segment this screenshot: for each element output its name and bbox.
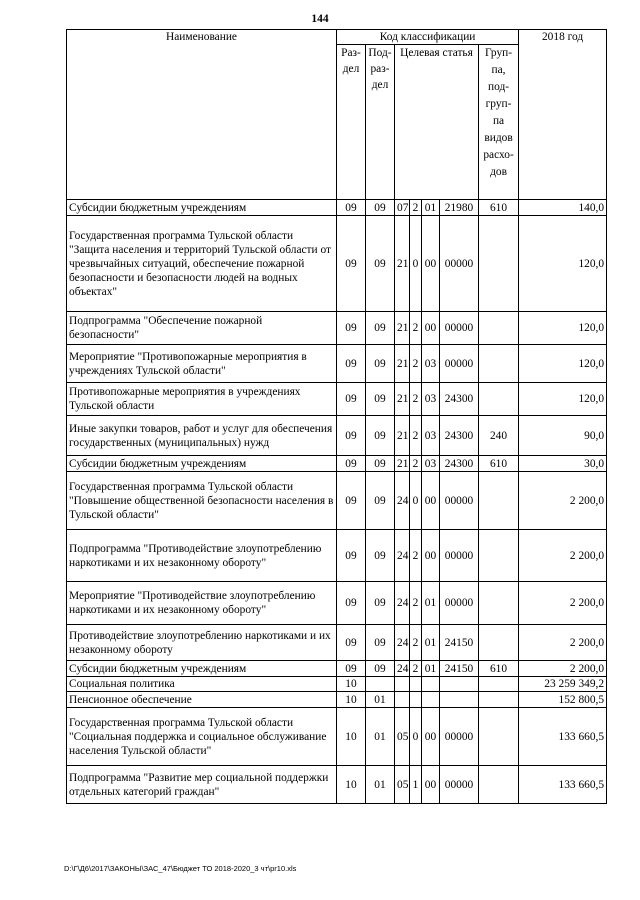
row-target-direction: 00000 (440, 708, 479, 766)
row-razdel: 10 (337, 692, 366, 708)
row-target-subprogram: 2 (410, 345, 422, 383)
row-amount: 2 200,0 (519, 472, 607, 530)
row-razdel: 09 (337, 530, 366, 582)
table-row (67, 766, 607, 804)
row-expense-group (479, 530, 519, 582)
row-target-direction: 24300 (440, 383, 479, 416)
row-name: Государственная программа Тульской области "Повышение общественной безопасности населения в Тульской области" (67, 472, 337, 530)
row-target-event: 03 (422, 383, 440, 416)
row-amount: 90,0 (519, 416, 607, 456)
row-target-program: 21 (395, 345, 410, 383)
row-target-subprogram: 2 (410, 661, 422, 677)
row-razdel: 09 (337, 312, 366, 345)
row-name: Подпрограмма "Обеспечение пожарной безопасности" (67, 312, 337, 345)
row-target-subprogram: 0 (410, 472, 422, 530)
table-row (67, 383, 607, 416)
row-expense-group: 610 (479, 661, 519, 677)
row-podrazdel: 09 (366, 582, 395, 625)
row-razdel: 09 (337, 383, 366, 416)
row-razdel: 09 (337, 456, 366, 472)
row-target-event: 01 (422, 661, 440, 677)
row-razdel: 09 (337, 661, 366, 677)
row-expense-group (479, 625, 519, 661)
row-target-subprogram: 1 (410, 766, 422, 804)
row-target-event (422, 692, 440, 708)
row-expense-group (479, 312, 519, 345)
row-expense-group (479, 472, 519, 530)
row-target-direction: 24300 (440, 456, 479, 472)
row-target-event: 00 (422, 216, 440, 312)
row-expense-group (479, 216, 519, 312)
header-target: Целевая статья (395, 45, 479, 200)
table-row (67, 456, 607, 472)
file-path-footer: D:\Г\Д6\2017\ЗАКОНЫ\ЗАС_47\Бюджет ТО 2018-2020_3 чт\pr10.xls (64, 864, 297, 873)
row-podrazdel: 01 (366, 766, 395, 804)
row-name: Противодействие злоупотреблению наркотиками и их незаконному обороту (67, 625, 337, 661)
row-razdel: 10 (337, 766, 366, 804)
row-target-program: 21 (395, 312, 410, 345)
row-target-program: 05 (395, 766, 410, 804)
row-expense-group (479, 345, 519, 383)
row-name: Иные закупки товаров, работ и услуг для обеспечения государственных (муниципальных) нужд (67, 416, 337, 456)
row-amount: 2 200,0 (519, 625, 607, 661)
row-podrazdel: 09 (366, 345, 395, 383)
row-podrazdel: 09 (366, 383, 395, 416)
row-razdel: 09 (337, 345, 366, 383)
row-target-subprogram: 2 (410, 416, 422, 456)
row-target-direction: 00000 (440, 216, 479, 312)
row-target-program: 21 (395, 456, 410, 472)
header-year: 2018 год (519, 30, 607, 200)
table-row (67, 661, 607, 677)
row-amount: 2 200,0 (519, 530, 607, 582)
row-target-direction (440, 677, 479, 692)
row-podrazdel: 09 (366, 472, 395, 530)
page-number: 144 (311, 13, 329, 25)
row-target-direction: 24150 (440, 661, 479, 677)
row-target-program: 07 (395, 200, 410, 216)
row-amount: 23 259 349,2 (519, 677, 607, 692)
row-razdel: 09 (337, 200, 366, 216)
row-razdel: 10 (337, 708, 366, 766)
row-name: Подпрограмма "Развитие мер социальной поддержки отдельных категорий граждан" (67, 766, 337, 804)
row-target-event (422, 677, 440, 692)
row-target-direction: 00000 (440, 530, 479, 582)
row-name: Противопожарные мероприятия в учреждениях Тульской области (67, 383, 337, 416)
row-expense-group: 240 (479, 416, 519, 456)
row-podrazdel: 09 (366, 530, 395, 582)
row-target-event: 01 (422, 625, 440, 661)
row-target-program: 24 (395, 625, 410, 661)
row-expense-group (479, 708, 519, 766)
row-target-program: 24 (395, 582, 410, 625)
header-group: Груп- па, под- груп- па видов расхо- дов (479, 45, 519, 200)
row-target-program: 21 (395, 383, 410, 416)
header-code: Код классификации (337, 30, 519, 45)
row-target-event: 03 (422, 456, 440, 472)
row-target-subprogram: 2 (410, 200, 422, 216)
row-target-event: 00 (422, 530, 440, 582)
row-target-program: 21 (395, 416, 410, 456)
row-name: Субсидии бюджетным учреждениям (67, 200, 337, 216)
row-name: Государственная программа Тульской области "Социальная поддержка и социальное обслуживание населения Тульской области" (67, 708, 337, 766)
row-name: Субсидии бюджетным учреждениям (67, 456, 337, 472)
row-target-subprogram: 2 (410, 582, 422, 625)
row-target-direction (440, 692, 479, 708)
row-amount: 120,0 (519, 383, 607, 416)
header-razdel: Раз- дел (337, 45, 366, 200)
row-target-program (395, 692, 410, 708)
table-row (67, 216, 607, 312)
row-name: Субсидии бюджетным учреждениям (67, 661, 337, 677)
row-razdel: 10 (337, 677, 366, 692)
row-target-event: 03 (422, 345, 440, 383)
row-name: Мероприятие "Противодействие злоупотреблению наркотиками и их незаконному обороту" (67, 582, 337, 625)
row-target-subprogram (410, 692, 422, 708)
row-target-subprogram: 2 (410, 625, 422, 661)
row-target-direction: 24300 (440, 416, 479, 456)
row-target-program: 24 (395, 472, 410, 530)
row-target-subprogram: 2 (410, 456, 422, 472)
row-amount: 120,0 (519, 312, 607, 345)
row-target-event: 01 (422, 200, 440, 216)
row-amount: 30,0 (519, 456, 607, 472)
row-podrazdel: 09 (366, 625, 395, 661)
row-target-event: 00 (422, 312, 440, 345)
row-target-subprogram: 0 (410, 708, 422, 766)
row-podrazdel: 09 (366, 216, 395, 312)
row-target-direction: 00000 (440, 345, 479, 383)
header-name: Наименование (67, 30, 337, 200)
row-amount: 120,0 (519, 345, 607, 383)
table-row (67, 692, 607, 708)
row-podrazdel: 01 (366, 708, 395, 766)
row-expense-group: 610 (479, 200, 519, 216)
row-podrazdel: 09 (366, 200, 395, 216)
table-row (67, 708, 607, 766)
row-expense-group (479, 582, 519, 625)
row-expense-group (479, 692, 519, 708)
row-expense-group (479, 677, 519, 692)
row-target-direction: 00000 (440, 582, 479, 625)
row-razdel: 09 (337, 416, 366, 456)
row-razdel: 09 (337, 472, 366, 530)
row-amount: 2 200,0 (519, 582, 607, 625)
row-target-program: 24 (395, 530, 410, 582)
row-name: Социальная политика (67, 677, 337, 692)
row-target-event: 03 (422, 416, 440, 456)
row-razdel: 09 (337, 625, 366, 661)
row-name: Подпрограмма "Противодействие злоупотреблению наркотиками и их незаконному обороту" (67, 530, 337, 582)
row-podrazdel: 01 (366, 692, 395, 708)
header-podrazdel: Под- раз- дел (366, 45, 395, 200)
row-target-program: 21 (395, 216, 410, 312)
row-podrazdel: 09 (366, 416, 395, 456)
row-name: Государственная программа Тульской области "Защита населения и территорий Тульской области от чрезвычайных ситуаций, обеспечение пожарной безопасности и безопасности людей на водных объектах" (67, 216, 337, 312)
row-razdel: 09 (337, 582, 366, 625)
row-amount: 152 800,5 (519, 692, 607, 708)
row-target-direction: 24150 (440, 625, 479, 661)
row-target-program: 05 (395, 708, 410, 766)
row-target-event: 00 (422, 472, 440, 530)
table-row (67, 582, 607, 625)
row-amount: 133 660,5 (519, 766, 607, 804)
row-podrazdel (366, 677, 395, 692)
table-row (67, 472, 607, 530)
row-razdel: 09 (337, 216, 366, 312)
table-row (67, 416, 607, 456)
table-row (67, 625, 607, 661)
table-row (67, 312, 607, 345)
row-target-subprogram: 2 (410, 383, 422, 416)
table-row (67, 530, 607, 582)
row-target-program (395, 677, 410, 692)
row-target-subprogram (410, 677, 422, 692)
row-name: Пенсионное обеспечение (67, 692, 337, 708)
row-target-subprogram: 0 (410, 216, 422, 312)
row-name: Мероприятие "Противопожарные мероприятия в учреждениях Тульской области" (67, 345, 337, 383)
table-row (67, 677, 607, 692)
row-target-direction: 00000 (440, 472, 479, 530)
row-target-subprogram: 2 (410, 530, 422, 582)
row-amount: 133 660,5 (519, 708, 607, 766)
row-expense-group: 610 (479, 456, 519, 472)
row-podrazdel: 09 (366, 456, 395, 472)
row-amount: 2 200,0 (519, 661, 607, 677)
row-target-direction: 00000 (440, 766, 479, 804)
row-amount: 140,0 (519, 200, 607, 216)
row-expense-group (479, 383, 519, 416)
table-row (67, 345, 607, 383)
row-target-direction: 21980 (440, 200, 479, 216)
budget-table (66, 29, 607, 804)
table-row (67, 200, 607, 216)
row-expense-group (479, 766, 519, 804)
row-target-program: 24 (395, 661, 410, 677)
row-amount: 120,0 (519, 216, 607, 312)
row-target-subprogram: 2 (410, 312, 422, 345)
row-target-event: 01 (422, 582, 440, 625)
row-target-event: 00 (422, 766, 440, 804)
row-podrazdel: 09 (366, 661, 395, 677)
row-podrazdel: 09 (366, 312, 395, 345)
row-target-direction: 00000 (440, 312, 479, 345)
row-target-event: 00 (422, 708, 440, 766)
